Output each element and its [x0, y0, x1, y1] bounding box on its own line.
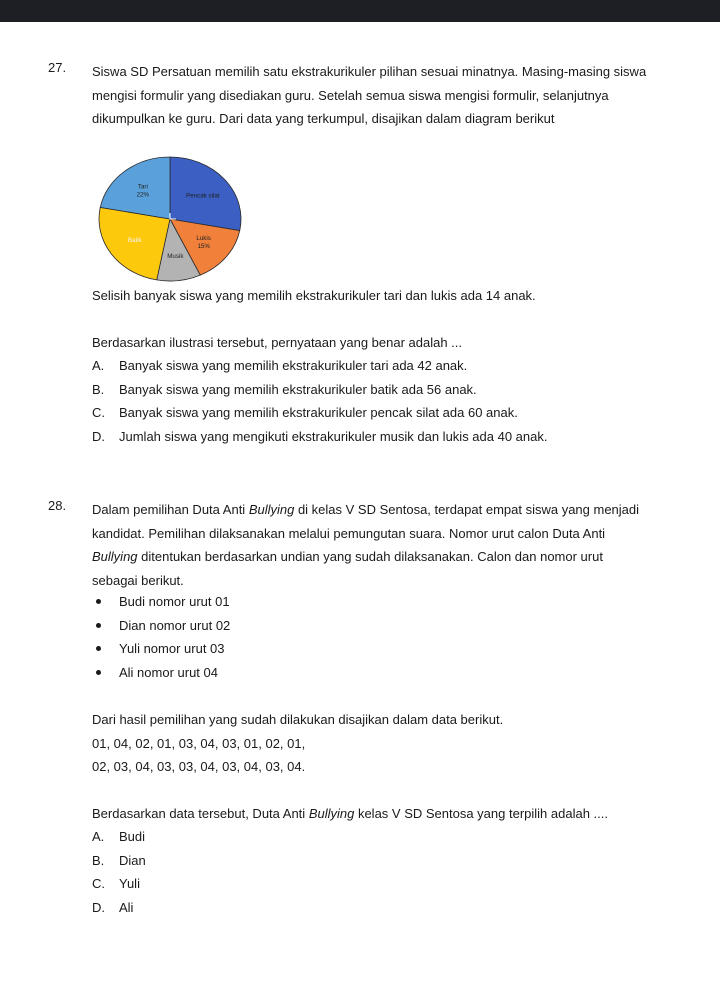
pie-value-lukis: 15% [197, 242, 210, 250]
candidate-item [92, 614, 662, 638]
candidate-text: Ali nomor urut 04 [119, 664, 218, 680]
candidate-text: Dian nomor urut 02 [119, 617, 231, 633]
option-a[interactable] [92, 825, 662, 849]
question-prompt [92, 802, 662, 826]
bullet-icon [96, 623, 101, 628]
option-text: Yuli [119, 876, 140, 891]
intro-text: ditentukan berdasarkan undian yang sudah dilaksanakan. Calon dan nomor urut [137, 549, 603, 564]
option-d[interactable] [92, 896, 662, 920]
candidate-item [92, 637, 662, 661]
option-b[interactable] [92, 378, 662, 402]
intro-line [92, 545, 654, 569]
intro-line: mengisi formulir yang disediakan guru. Setelah semua siswa mengisi formulir, selanjutnya [92, 87, 609, 103]
data-line: 02, 03, 04, 03, 03, 04, 03, 04, 03, 04. [92, 759, 306, 774]
intro-line [92, 522, 654, 546]
option-letter: A. [92, 829, 105, 844]
option-letter: C. [92, 876, 105, 891]
data-line: 01, 04, 02, 01, 03, 04, 03, 01, 02, 01, [92, 735, 306, 751]
data-intro: Dari hasil pemilihan yang sudah dilakukan disajikan dalam data berikut. [92, 712, 504, 727]
pie-chart-svg [96, 154, 246, 284]
candidate-list [92, 590, 662, 684]
option-text: Dian [119, 852, 146, 868]
pie-chart [96, 154, 246, 284]
intro-line: Siswa SD Persatuan memilih satu ekstrakurikuler pilihan sesuai minatnya. Masing-masing siswa [92, 64, 647, 79]
candidate-text: Yuli nomor urut 03 [119, 641, 225, 656]
intro-text: Dalam pemilihan Duta Anti [92, 502, 249, 517]
option-text: Ali [119, 899, 134, 915]
candidate-item [92, 590, 662, 614]
bullet-icon [96, 646, 101, 651]
intro-text: di kelas V SD Sentosa, terdapat empat siswa yang menjadi [294, 502, 640, 517]
intro-text: kandidat. Pemilihan dilaksanakan melalui pemungutan suara. Nomor urut calon Duta Anti [92, 525, 606, 541]
question-intro [64, 60, 654, 131]
option-letter: D. [92, 428, 105, 444]
option-a[interactable] [92, 354, 662, 378]
prompt-text: kelas V SD Sentosa yang terpilih adalah .... [354, 805, 608, 821]
option-letter: B. [92, 852, 105, 868]
question-note: Selisih banyak siswa yang memilih ekstrakurikuler tari dan lukis ada 14 anak. [92, 288, 536, 303]
pie-label-tari: Tari [137, 183, 148, 191]
pie-label-batik: Batik [127, 236, 142, 244]
option-text: Jumlah siswa yang mengikuti ekstrakurikuler musik dan lukis ada 40 anak. [119, 428, 548, 444]
option-letter: D. [92, 899, 105, 915]
option-text: Banyak siswa yang memilih ekstrakurikuler tari ada 42 anak. [119, 358, 468, 373]
pie-label-lukis: Lukis [196, 234, 211, 242]
top-bar [0, 0, 720, 22]
intro-line [92, 498, 654, 522]
candidate-text: Budi nomor urut 01 [119, 594, 230, 609]
option-letter: C. [92, 405, 105, 420]
bullet-icon [96, 599, 101, 604]
prompt-text: Berdasarkan data tersebut, Duta Anti [92, 805, 309, 821]
prompt-emphasis: Bullying [308, 805, 355, 821]
question-27 [48, 60, 654, 131]
option-letter: A. [92, 358, 105, 373]
question-number: 28. [48, 498, 67, 513]
question-28 [48, 498, 654, 592]
pie-label-pencak-silat: Pencak silat [186, 192, 220, 200]
option-c[interactable] [92, 872, 662, 896]
option-text: Budi [119, 829, 146, 844]
question-prompt: Berdasarkan ilustrasi tersebut, pernyataan yang benar adalah ... [92, 334, 463, 350]
question-27-body [92, 284, 662, 448]
intro-line: dikumpulkan ke guru. Dari data yang terkumpul, disajikan dalam diagram berikut [92, 111, 555, 126]
option-text: Banyak siswa yang memilih ekstrakurikuler batik ada 56 anak. [119, 381, 477, 397]
pie-label-musik: Musik [167, 252, 184, 260]
option-text: Banyak siswa yang memilih ekstrakurikuler pencak silat ada 60 anak. [119, 405, 518, 420]
question-number: 27. [48, 60, 67, 75]
intro-line: sebagai berikut. [92, 572, 184, 588]
intro-emphasis: Bullying [248, 502, 295, 517]
option-d[interactable] [92, 425, 662, 449]
option-b[interactable] [92, 849, 662, 873]
question-28-body [92, 708, 662, 919]
question-intro [64, 498, 654, 592]
pie-value-tari: 22% [136, 191, 150, 199]
candidate-item [92, 661, 662, 685]
intro-emphasis: Bullying [92, 549, 138, 564]
bullet-icon [96, 670, 101, 675]
option-letter: B. [92, 381, 105, 397]
option-c[interactable] [92, 401, 662, 425]
